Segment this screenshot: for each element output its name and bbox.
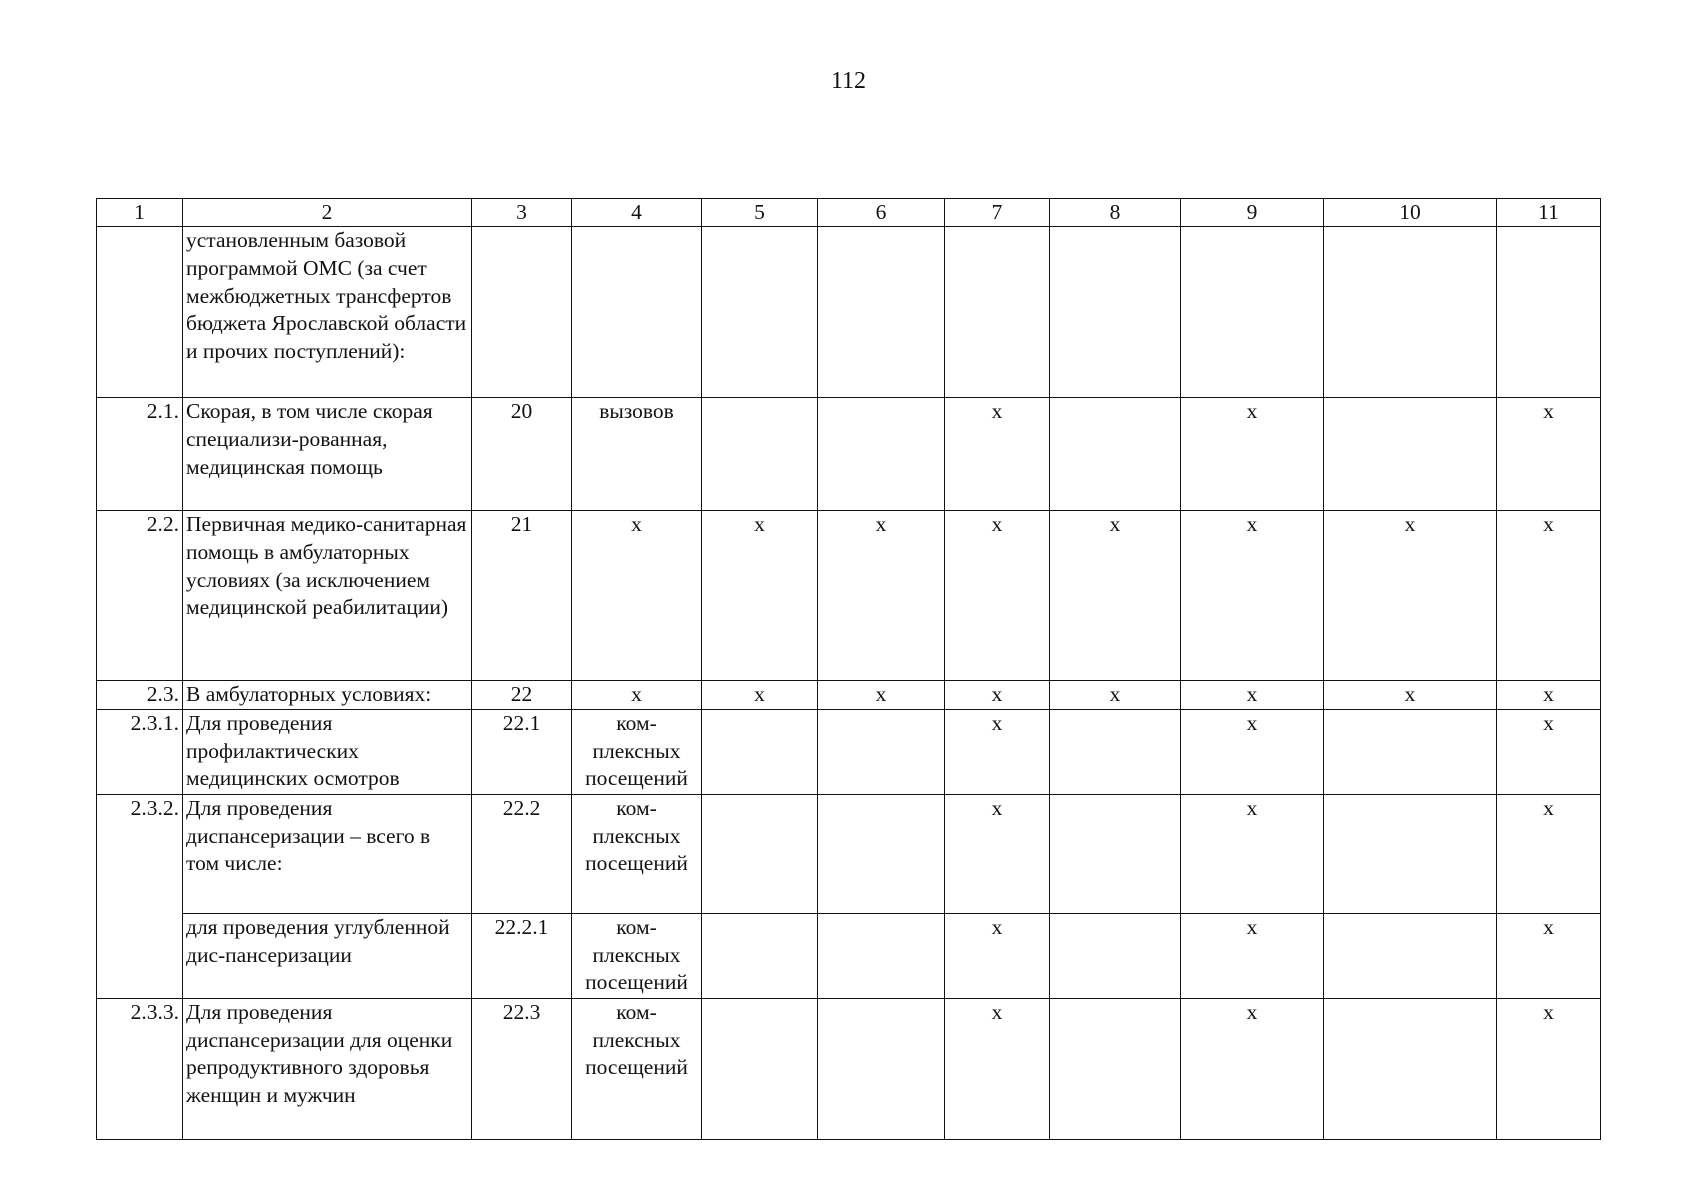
row-name-cell: Первичная медико-санитарная помощь в амбулаторных условиях (за исключением медицинской реабилитации): [183, 511, 472, 681]
row-name-cell: Для проведения профилактических медицинских осмотров: [183, 709, 472, 794]
value-cell: х: [1497, 794, 1601, 913]
value-cell: х: [1181, 681, 1324, 710]
value-cell: [702, 227, 818, 398]
row-name-cell: Для проведения диспансеризации для оценки репродуктивного здоровья женщин и мужчин: [183, 998, 472, 1139]
table-row: [97, 511, 1601, 681]
value-cell: [1497, 227, 1601, 398]
value-cell: х: [1497, 709, 1601, 794]
row-name-cell: Скорая, в том числе скорая специализи-рованная, медицинская помощь: [183, 398, 472, 511]
value-cell: х: [945, 913, 1050, 998]
value-cell: [702, 998, 818, 1139]
value-cell: [1324, 398, 1497, 511]
value-cell: х: [1181, 511, 1324, 681]
column-header: 7: [945, 199, 1050, 227]
data-table: [96, 198, 1601, 1140]
unit-cell: х: [572, 681, 702, 710]
value-cell: х: [1181, 998, 1324, 1139]
row-number-cell: 2.3.2.: [97, 794, 183, 998]
value-cell: [702, 398, 818, 511]
unit-cell: ком-плексных посещений: [572, 794, 702, 913]
value-cell: х: [818, 681, 945, 710]
row-name-cell: для проведения углубленной дис-пансеризации: [183, 913, 472, 998]
value-cell: х: [945, 998, 1050, 1139]
column-header: 11: [1497, 199, 1601, 227]
value-cell: [945, 227, 1050, 398]
value-cell: [1050, 709, 1181, 794]
value-cell: [1050, 794, 1181, 913]
value-cell: х: [1497, 398, 1601, 511]
row-number-cell: 2.3.3.: [97, 998, 183, 1139]
value-cell: х: [702, 681, 818, 710]
line-code-cell: 22.2.1: [472, 913, 572, 998]
value-cell: х: [945, 681, 1050, 710]
row-name-cell: Для проведения диспансеризации – всего в том числе:: [183, 794, 472, 913]
column-header: 10: [1324, 199, 1497, 227]
table-row: [97, 794, 1601, 913]
unit-cell: ком-плексных посещений: [572, 913, 702, 998]
value-cell: х: [702, 511, 818, 681]
column-header: 4: [572, 199, 702, 227]
value-cell: х: [1050, 511, 1181, 681]
column-header: 5: [702, 199, 818, 227]
unit-cell: [572, 227, 702, 398]
value-cell: х: [945, 709, 1050, 794]
table-row: [97, 913, 1601, 998]
value-cell: х: [1181, 913, 1324, 998]
row-number-cell: [97, 227, 183, 398]
column-header: 9: [1181, 199, 1324, 227]
value-cell: [1324, 913, 1497, 998]
value-cell: [1324, 794, 1497, 913]
value-cell: [1050, 998, 1181, 1139]
value-cell: х: [1050, 681, 1181, 710]
value-cell: х: [1324, 511, 1497, 681]
table-row: [97, 227, 1601, 398]
value-cell: х: [945, 511, 1050, 681]
value-cell: х: [818, 511, 945, 681]
column-header: 2: [183, 199, 472, 227]
value-cell: [818, 794, 945, 913]
value-cell: х: [1181, 398, 1324, 511]
row-name-cell: установленным базовой программой ОМС (за счет межбюджетных трансфертов бюджета Ярославской области и прочих поступлений):: [183, 227, 472, 398]
value-cell: [1181, 227, 1324, 398]
row-number-cell: 2.2.: [97, 511, 183, 681]
value-cell: [818, 398, 945, 511]
line-code-cell: 22.3: [472, 998, 572, 1139]
value-cell: [1324, 998, 1497, 1139]
value-cell: х: [1497, 913, 1601, 998]
value-cell: [702, 913, 818, 998]
line-code-cell: 22.1: [472, 709, 572, 794]
value-cell: [818, 913, 945, 998]
header-row: [97, 199, 1601, 227]
value-cell: [702, 794, 818, 913]
value-cell: [1050, 913, 1181, 998]
value-cell: х: [1181, 794, 1324, 913]
table-row: [97, 681, 1601, 710]
value-cell: х: [1497, 998, 1601, 1139]
value-cell: х: [1181, 709, 1324, 794]
line-code-cell: [472, 227, 572, 398]
value-cell: [1324, 227, 1497, 398]
value-cell: [818, 709, 945, 794]
row-number-cell: 2.3.: [97, 681, 183, 710]
page-number: 112: [830, 68, 867, 94]
value-cell: х: [1497, 681, 1601, 710]
line-code-cell: 21: [472, 511, 572, 681]
table-row: [97, 398, 1601, 511]
value-cell: [1050, 398, 1181, 511]
unit-cell: х: [572, 511, 702, 681]
value-cell: [702, 709, 818, 794]
value-cell: [818, 227, 945, 398]
unit-cell: вызовов: [572, 398, 702, 511]
row-name-cell: В амбулаторных условиях:: [183, 681, 472, 710]
value-cell: [1050, 227, 1181, 398]
value-cell: х: [945, 794, 1050, 913]
line-code-cell: 20: [472, 398, 572, 511]
table-row: [97, 709, 1601, 794]
line-code-cell: 22.2: [472, 794, 572, 913]
value-cell: х: [1497, 511, 1601, 681]
unit-cell: ком-плексных посещений: [572, 709, 702, 794]
column-header: 6: [818, 199, 945, 227]
value-cell: х: [1324, 681, 1497, 710]
unit-cell: ком-плексных посещений: [572, 998, 702, 1139]
column-header: 3: [472, 199, 572, 227]
line-code-cell: 22: [472, 681, 572, 710]
value-cell: [818, 998, 945, 1139]
table-row: [97, 998, 1601, 1139]
column-header: 8: [1050, 199, 1181, 227]
value-cell: [1324, 709, 1497, 794]
row-number-cell: 2.1.: [97, 398, 183, 511]
value-cell: х: [945, 398, 1050, 511]
row-number-cell: 2.3.1.: [97, 709, 183, 794]
column-header: 1: [97, 199, 183, 227]
